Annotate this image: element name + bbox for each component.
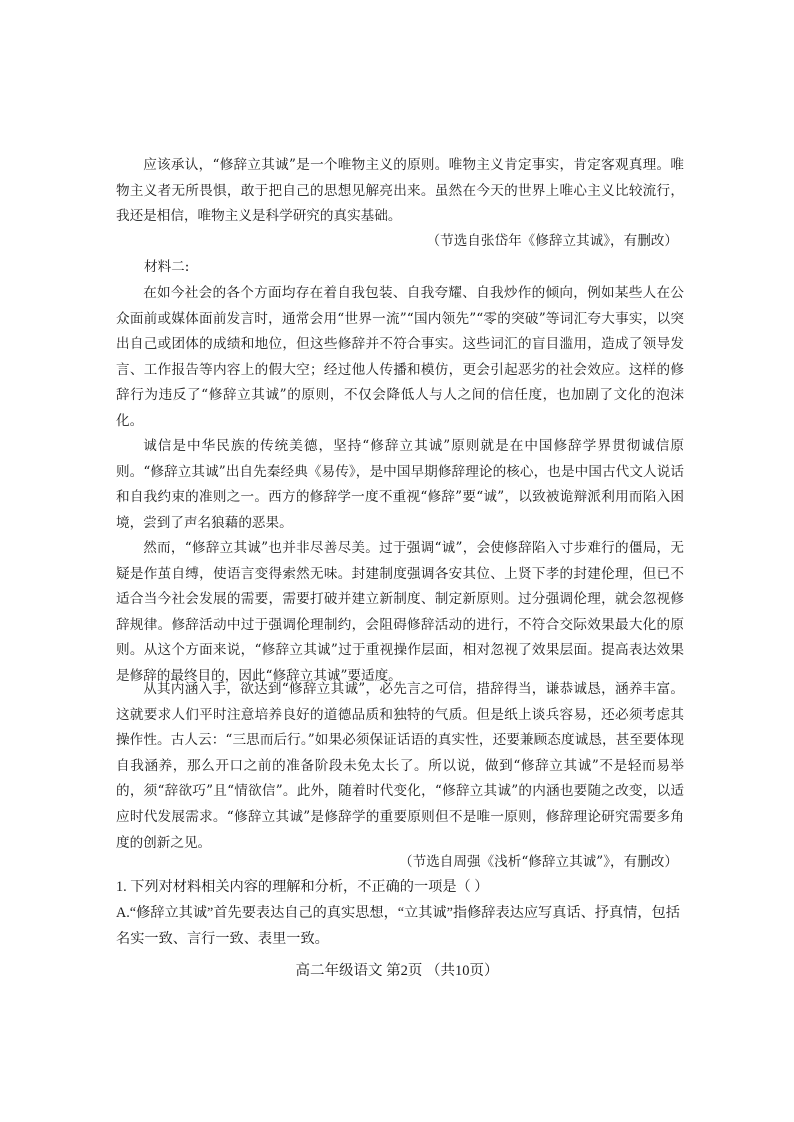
source-citation-zhou: （节选自周强《浅析“修辞立其诚”》，有删改） xyxy=(399,854,678,870)
paragraph-self-packaging: 在如今社会的各个方面均存在着自我包装、自我夸耀、自我炒作的倾向，例如某些人在公众面前或媒体面前发言时，通常会用“世界一流”“国内领先”“零的突破”等词汇夸大事实，以突出自己或团体的成绩和地位，但这些修辞并不符合事实。这些词汇的盲目滥用，造成了领导发言、工作报告等内容上的假大空；经过他人传播和模仿，更会引起恶劣的社会效应。这样的修辞行为违反了“修辞立其诚”的原则，不仅会降低人与人之间的信任度，也加剧了文化的泡沫化。 xyxy=(116,285,684,429)
paragraph-materialism: 应该承认，“修辞立其诚”是一个唯物主义的原则。唯物主义肯定事实，肯定客观真理。唯物主义者无所畏惧，敢于把自己的思想见解亮出来。虽然在今天的世界上唯心主义比较流行，我还是相信，唯物主义是科学研究的真实基础。 xyxy=(116,157,684,225)
page-footer: 高二年级语文 第2页 （共10页） xyxy=(295,963,499,979)
question-stem: 1. 下列对材料相关内容的理解和分析，不正确的一项是（ ） xyxy=(116,879,489,895)
material-two-label: 材料二: xyxy=(144,259,190,275)
paragraph-integrity-tradition: 诚信是中华民族的传统美德，坚持“修辞立其诚”原则就是在中国修辞学界贯彻诚信原则。“修辞立其诚”出自先秦经典《易传》，是中国早期修辞理论的核心，也是中国古代文人说话和自我约束的准则之一。西方的修辞学一度不重视“修辞”要“诚”，以致被诡辩派利用而陷入困境，尝到了声名狼藉的恶果。 xyxy=(116,438,684,531)
paragraph-connotation: 从其内涵入手，欲达到“修辞立其诚”，必先言之可信，措辞得当，谦恭诚恳，涵养丰富。这就要求人们平时注意培养良好的道德品质和独特的气质。但是纸上谈兵容易，还必须考虑其操作性。古人云：“三思而后行。”如果必须保证话语的真实性，还要兼顾态度诚恳，甚至要体现自我涵养，那么开口之前的准备阶段未免太长了。所以说，做到“修辞立其诚”不是轻而易举的，须“辞欲巧”且“情欲信”。此外，随着时代变化，“修辞立其诚”的内涵也要随之改变，以适应时代发展需求。“修辞立其诚”是修辞学的重要原则但不是唯一原则，修辞理论研究需要多角度的创新之见。 xyxy=(116,681,684,851)
paragraph-limitations: 然而，“修辞立其诚”也并非尽善尽美。过于强调“诚”，会使修辞陷入寸步难行的僵局，无疑是作茧自缚，使语言变得索然无味。封建制度强调各安其位、上贤下孝的封建伦理，但已不适合当今社会发展的需要，需要打破并建立新制度、制定新原则。过分强调伦理，就会忽视修辞规律。修辞活动中过于强调伦理制约，会阻碍修辞活动的进行，不符合交际效果最大化的原则。从这个方面来说，“修辞立其诚”过于重视操作层面，相对忽视了效果层面。提高表达效果是修辞的最终目的，因此“修辞立其诚”要适度。 xyxy=(116,540,684,684)
question-option-a: A.“修辞立其诚”首先要表达自己的真实思想，“立其诚”指修辞表达应写真话、抒真情，包括名实一致、言行一致、表里一致。 xyxy=(116,905,680,947)
source-citation-zhang: （节选自张岱年《修辞立其诚》，有删改） xyxy=(426,233,678,249)
